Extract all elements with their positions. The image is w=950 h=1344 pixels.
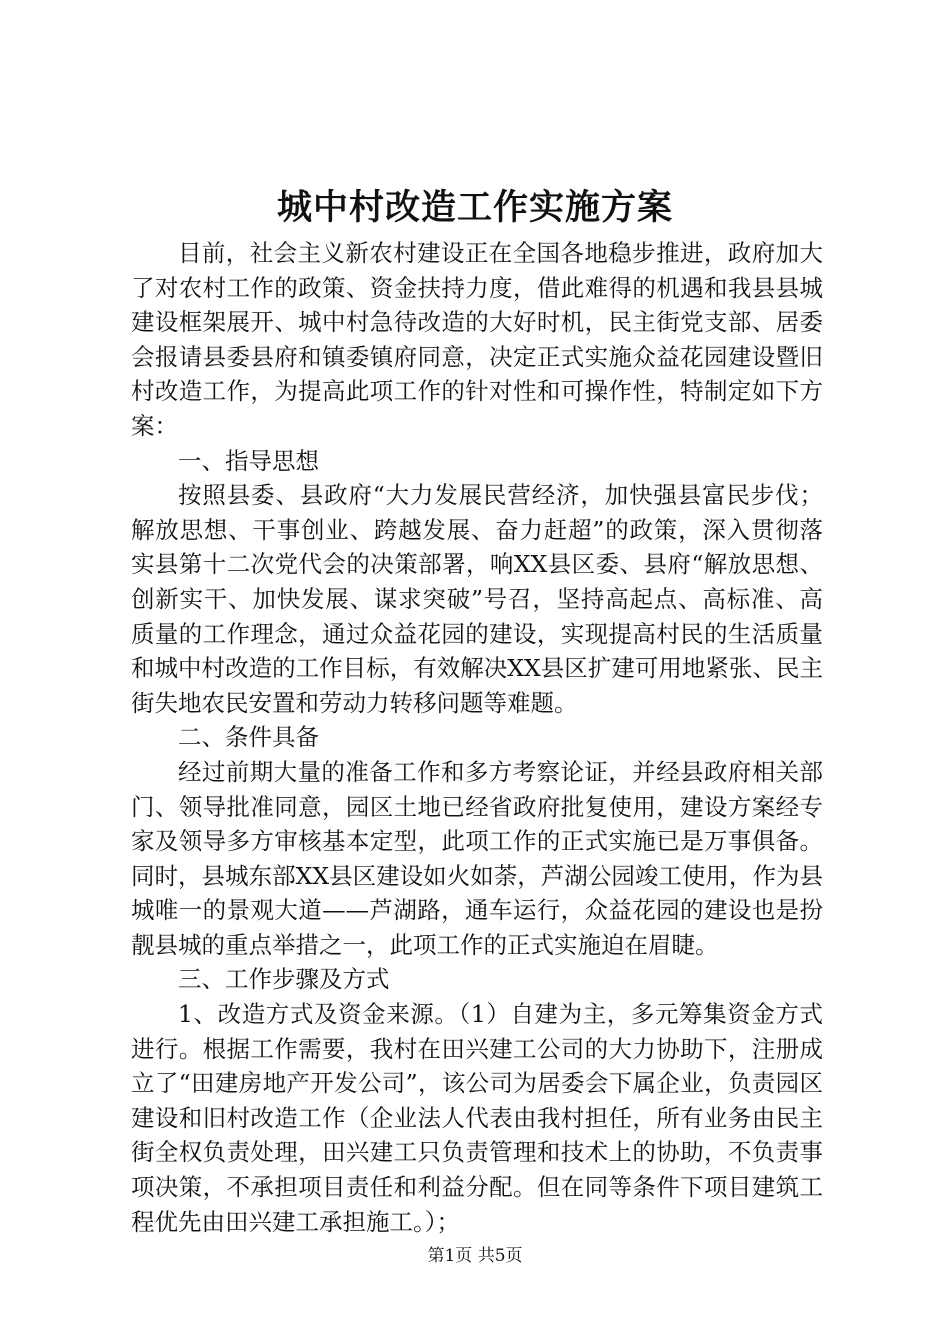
document-body bbox=[131, 236, 823, 1239]
section-paragraph-conditions: 经过前期大量的准备工作和多方考察论证，并经县政府相关部门、领导批准同意，园区土地已经省政府批复使用，建设方案经专家及领导多方审核基本定型，此项工作的正式实施已是万事俱备。同时，县城东部XX县区建设如火如荼，芦湖公园竣工使用，作为县城唯一的景观大道——芦湖路，通车运行，众益花园的建设也是扮靓县城的重点举措之一，此项工作的正式实施迫在眉睫。 bbox=[131, 757, 823, 959]
section-heading-work-steps: 三、工作步骤及方式 bbox=[178, 965, 390, 994]
section-heading-conditions: 二、条件具备 bbox=[178, 723, 319, 752]
section-paragraph-work-steps: 1、改造方式及资金来源。（1）自建为主，多元筹集资金方式进行。根据工作需要，我村在田兴建工公司的大力协助下，注册成立了“田建房地产开发公司”，该公司为居委会下属企业，负责园区建设和旧村改造工作（企业法人代表由我村担任，所有业务由民主街全权负责处理，田兴建工只负责管理和技术上的协助，不负责事项决策，不承担项目责任和利益分配。但在同等条件下项目建筑工程优先由田兴建工承担施工。）； bbox=[131, 1000, 823, 1236]
intro-paragraph: 目前，社会主义新农村建设正在全国各地稳步推进，政府加大了对农村工作的政策、资金扶持力度，借此难得的机遇和我县县城建设框架展开、城中村急待改造的大好时机，民主街党支部、居委会报请县委县府和镇委镇府同意，决定正式实施众益花园建设暨旧村改造工作，为提高此项工作的针对性和可操作性，特制定如下方案： bbox=[131, 239, 823, 440]
document-title: 城中村改造工作实施方案 bbox=[276, 187, 673, 228]
section-paragraph-guiding-ideology: 按照县委、县政府“大力发展民营经济，加快强县富民步伐；解放思想、干事创业、跨越发展、奋力赶超”的政策，深入贯彻落实县第十二次党代会的决策部署，响XX县区委、县府“解放思想、创新实干、加快发展、谋求突破”号召，坚持高起点、高标准、高质量的工作理念，通过众益花园的建设，实现提高村民的生活质量和城中村改造的工作目标，有效解决XX县区扩建可用地紧张、民主街失地农民安置和劳动力转移问题等难题。 bbox=[131, 481, 823, 717]
section-heading-guiding-ideology: 一、指导思想 bbox=[178, 446, 319, 475]
page-footer: 第1页 共5页 bbox=[427, 1246, 523, 1266]
